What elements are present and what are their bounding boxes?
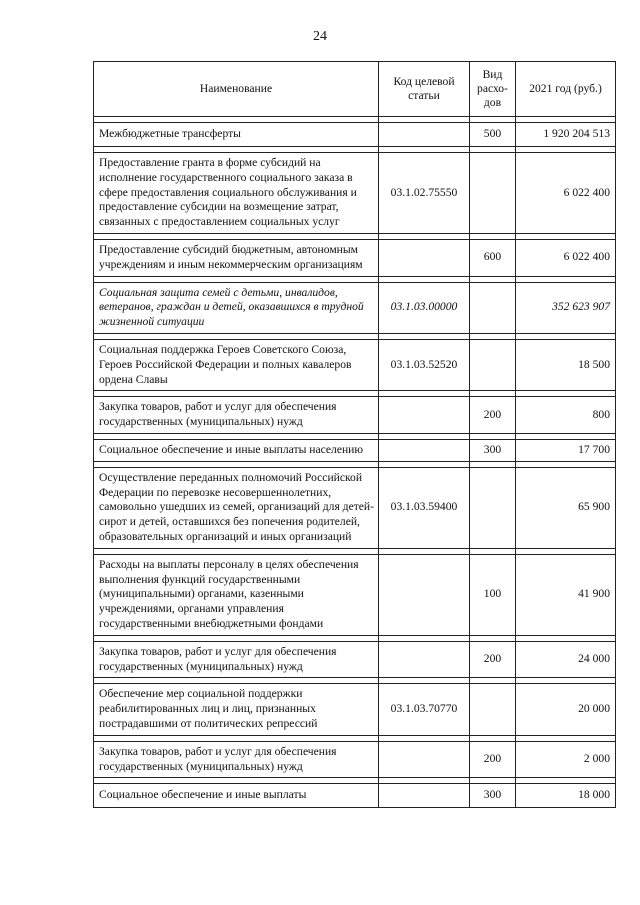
row-vid: 500 xyxy=(470,123,516,147)
table-row xyxy=(94,397,616,434)
row-name: Закупка товаров, работ и услуг для обеспечения государственных (муниципальных) нужд xyxy=(94,397,379,434)
row-code: 03.1.03.59400 xyxy=(379,467,470,548)
table-row xyxy=(94,439,616,461)
row-code xyxy=(379,439,470,461)
row-vid: 200 xyxy=(470,741,516,778)
table-row xyxy=(94,239,616,276)
row-name: Социальная защита семей с детьми, инвалидов, ветеранов, граждан и детей, оказавшихся в трудной жизненной ситуации xyxy=(94,282,379,333)
table-row xyxy=(94,641,616,678)
header-vid: Вид расхо-дов xyxy=(470,62,516,117)
row-vid xyxy=(470,684,516,735)
row-amount: 17 700 xyxy=(516,439,616,461)
table-row xyxy=(94,339,616,390)
row-code xyxy=(379,123,470,147)
row-amount: 352 623 907 xyxy=(516,282,616,333)
row-vid xyxy=(470,282,516,333)
row-name: Межбюджетные трансферты xyxy=(94,123,379,147)
row-amount: 18 000 xyxy=(516,784,616,808)
row-vid xyxy=(470,339,516,390)
row-name: Предоставление гранта в форме субсидий на исполнение государственного социального заказа в сфере предоставления социального обслуживания и предоставление субсидии на возмещение затрат, связанных с предоставлением социальных услуг xyxy=(94,153,379,234)
row-code xyxy=(379,784,470,808)
table-row xyxy=(94,467,616,548)
row-name: Осуществление переданных полномочий Российской Федерации по перевозке несовершеннолетних, самовольно ушедших из семей, организаций для детей-сирот и детей, оставшихся без попечения родителей, образовательных организаций и иных организаций xyxy=(94,467,379,548)
header-code: Код целевой статьи xyxy=(379,62,470,117)
page-number: 24 xyxy=(313,29,327,44)
row-vid: 200 xyxy=(470,397,516,434)
table-row xyxy=(94,554,616,635)
row-vid: 600 xyxy=(470,239,516,276)
row-vid: 300 xyxy=(470,784,516,808)
row-code: 03.1.03.00000 xyxy=(379,282,470,333)
row-code xyxy=(379,554,470,635)
row-amount: 6 022 400 xyxy=(516,239,616,276)
row-amount: 20 000 xyxy=(516,684,616,735)
row-amount: 65 900 xyxy=(516,467,616,548)
row-name: Предоставление субсидий бюджетным, автономным учреждениям и иным некоммерческим организациям xyxy=(94,239,379,276)
row-amount: 41 900 xyxy=(516,554,616,635)
row-vid: 100 xyxy=(470,554,516,635)
row-amount: 2 000 xyxy=(516,741,616,778)
row-code: 03.1.03.70770 xyxy=(379,684,470,735)
row-code xyxy=(379,397,470,434)
row-vid xyxy=(470,467,516,548)
row-vid: 300 xyxy=(470,439,516,461)
row-name: Социальное обеспечение и иные выплаты xyxy=(94,784,379,808)
row-name: Социальное обеспечение и иные выплаты населению xyxy=(94,439,379,461)
row-amount: 800 xyxy=(516,397,616,434)
row-vid: 200 xyxy=(470,641,516,678)
table-row xyxy=(94,741,616,778)
row-code: 03.1.02.75550 xyxy=(379,153,470,234)
row-name: Закупка товаров, работ и услуг для обеспечения государственных (муниципальных) нужд xyxy=(94,641,379,678)
row-name: Обеспечение мер социальной поддержки реабилитированных лиц и лиц, признанных пострадавшими от политических репрессий xyxy=(94,684,379,735)
row-code xyxy=(379,741,470,778)
table-row xyxy=(94,282,616,333)
row-vid xyxy=(470,153,516,234)
table-row xyxy=(94,153,616,234)
row-amount: 1 920 204 513 xyxy=(516,123,616,147)
row-name: Закупка товаров, работ и услуг для обеспечения государственных (муниципальных) нужд xyxy=(94,741,379,778)
row-name: Социальная поддержка Героев Советского Союза, Героев Российской Федерации и полных кавалеров ордена Славы xyxy=(94,339,379,390)
row-name: Расходы на выплаты персоналу в целях обеспечения выполнения функций государственными (муниципальными) органами, казенными учреждениями, органами управления государственными внебюджетными фондами xyxy=(94,554,379,635)
table-header-row xyxy=(94,62,616,117)
row-amount: 24 000 xyxy=(516,641,616,678)
header-amount: 2021 год (руб.) xyxy=(516,62,616,117)
header-name: Наименование xyxy=(94,62,379,117)
table-row xyxy=(94,684,616,735)
row-code xyxy=(379,641,470,678)
row-amount: 18 500 xyxy=(516,339,616,390)
row-code xyxy=(379,239,470,276)
row-code: 03.1.03.52520 xyxy=(379,339,470,390)
table-row xyxy=(94,123,616,147)
budget-table xyxy=(93,61,616,808)
table-row xyxy=(94,784,616,808)
row-amount: 6 022 400 xyxy=(516,153,616,234)
